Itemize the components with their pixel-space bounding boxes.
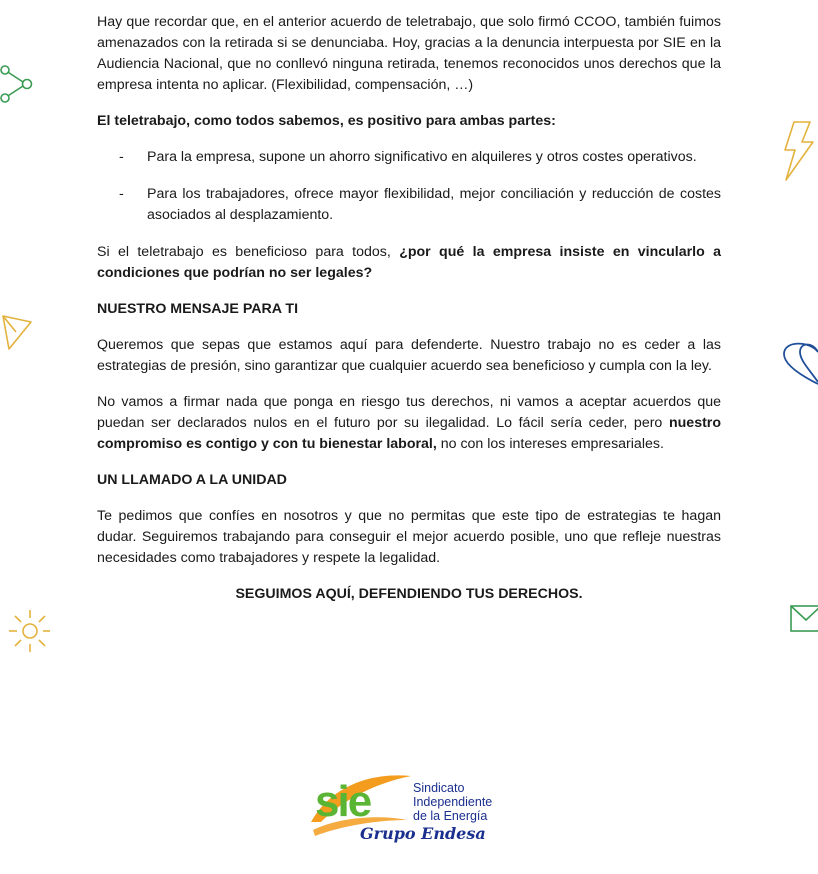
logo-line-independiente: Independiente xyxy=(413,795,493,809)
sie-logo-letters: sie xyxy=(315,777,371,826)
paragraph-unity: Te pedimos que confíes en nosotros y que no permitas que este tipo de estrategias te hagan dudar. Seguiremos trabajando para conseguir el mejor acuerdo posible, uno que refleje nuestras necesidades como trabajadores y respete la legalidad. xyxy=(97,508,721,566)
commitment-lead: No vamos a firmar nada que ponga en riesgo tus derechos, ni vamos a aceptar acuerdos que puedan ser declarados nulos en el futuro por su ilegalidad. Lo fácil sería ceder, pero xyxy=(97,394,721,431)
document-body xyxy=(97,12,721,605)
question-bold: ¿por qué la empresa insiste en vincularlo a condiciones que podrían no ser legales? xyxy=(97,244,721,281)
paragraph-intro: Hay que recordar que, en el anterior acuerdo de teletrabajo, que solo firmó CCOO, también fuimos amenazados con la retirada si se denunciaba. Hoy, gracias a la denuncia interpuesta por SIE en la Audiencia Nacional, que no conllevó ninguna retirada, tenemos reconocidos unos derechos que la empresa intenta no aplicar. (Flexibilidad, compensación, …) xyxy=(97,14,721,93)
question-lead: Si el teletrabajo es beneficioso para todos, xyxy=(97,244,400,260)
envelope-icon xyxy=(790,604,818,634)
list-item xyxy=(97,147,721,168)
logo-line-energia: de la Energía xyxy=(413,809,488,823)
bullet-text-company: Para la empresa, supone un ahorro significativo en alquileres y otros costes operativos. xyxy=(147,149,697,165)
commitment-end: no con los intereses empresariales. xyxy=(436,436,664,452)
closing-statement: SEGUIMOS AQUÍ, DEFENDIENDO TUS DERECHOS. xyxy=(235,586,583,602)
logo-line-sindicato: Sindicato xyxy=(413,781,465,795)
paragraph-defend: Queremos que sepas que estamos aquí para defenderte. Nuestro trabajo no es ceder a las estrategias de presión, sino garantizar que cualquier acuerdo sea beneficioso y cumpla con la ley. xyxy=(97,337,721,374)
lightning-icon xyxy=(782,120,816,182)
bullet-dash: - xyxy=(119,149,124,165)
bullet-text-workers: Para los trabajadores, ofrece mayor flexibilidad, mejor conciliación y reducción de costes asociados al desplazamiento. xyxy=(147,186,721,223)
sie-logo xyxy=(307,770,517,842)
heading-positive: El teletrabajo, como todos sabemos, es positivo para ambas partes: xyxy=(97,113,556,129)
heading-message: NUESTRO MENSAJE PARA TI xyxy=(97,301,299,317)
paragraph-commitment xyxy=(97,392,721,455)
sun-icon xyxy=(0,606,50,656)
heading-unity: UN LLAMADO A LA UNIDAD xyxy=(97,472,287,488)
network-icon xyxy=(0,60,36,108)
heart-icon xyxy=(780,338,818,386)
paper-plane-icon xyxy=(0,312,34,352)
list-item xyxy=(97,184,721,226)
logo-line-grupo-endesa: Grupo Endesa xyxy=(360,824,486,843)
bullet-dash: - xyxy=(119,186,124,202)
commitment-bold: nuestro compromiso es contigo y con tu bienestar laboral, xyxy=(97,415,721,452)
paragraph-question xyxy=(97,242,721,284)
